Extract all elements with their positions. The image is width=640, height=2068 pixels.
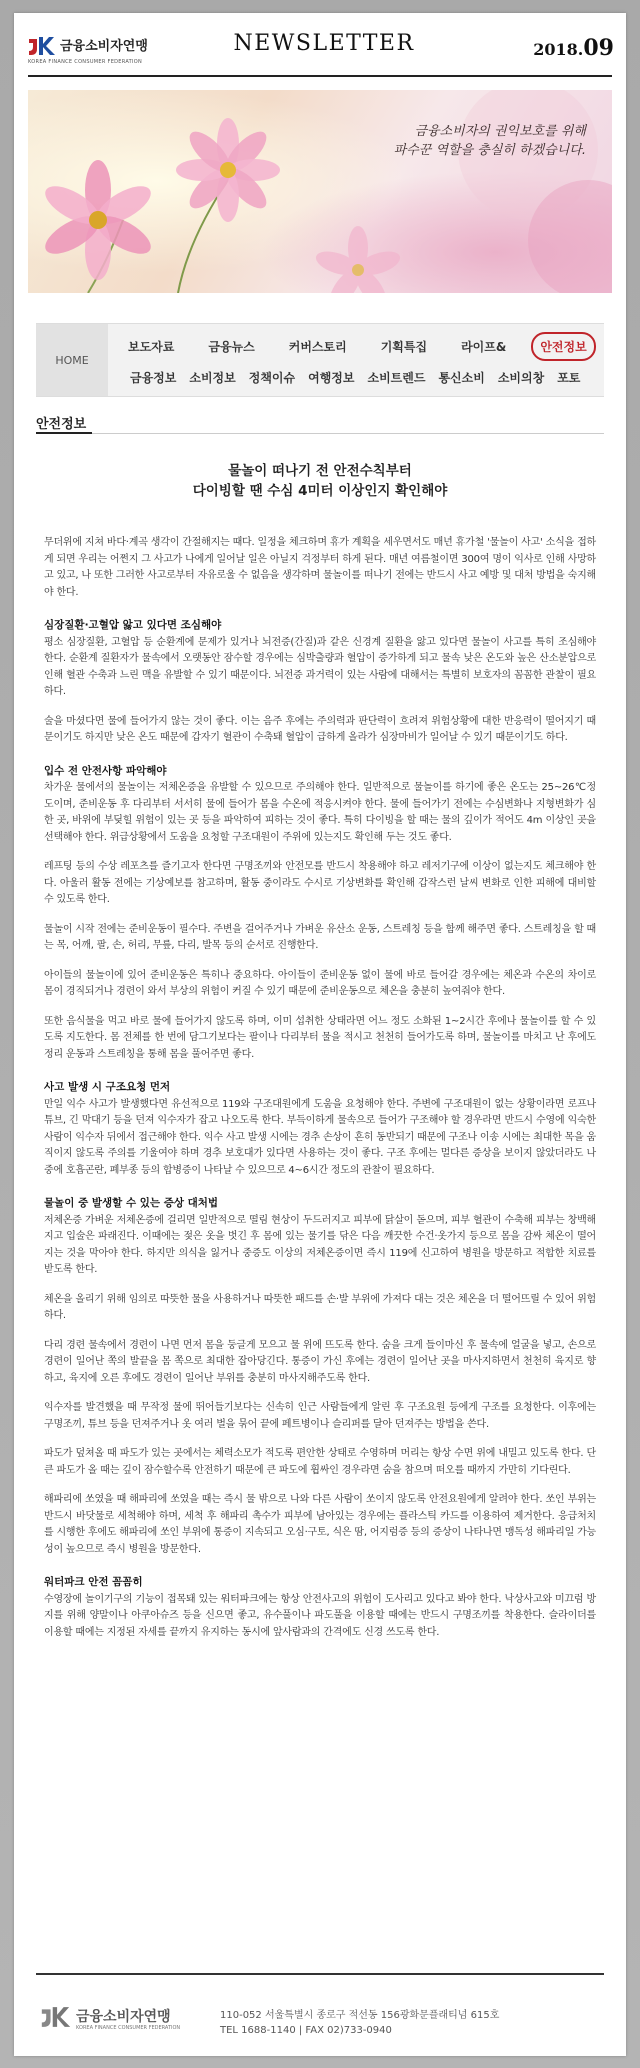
nav-home-button[interactable]: HOME bbox=[36, 324, 108, 396]
nav-item-safety-info[interactable]: 안전정보 bbox=[540, 340, 587, 354]
hero-slogan-line2: 파수꾼 역할을 충실히 하겠습니다. bbox=[393, 143, 586, 158]
footer-divider bbox=[36, 1973, 604, 1975]
nav-item-telecom-consumer[interactable]: 통신소비 bbox=[438, 371, 485, 385]
article-paragraph: 평소 심장질환, 고혈압 등 순환계에 문제가 있거나 뇌전증(간질)과 같은 신경계 질환을 앓고 있다면 물놀이 사고를 특히 조심해야 한다. 순환계 질환자가 물속에서 오랫동안 잠수할 경우에는 심박출량과 혈압이 증가하게 되고 물속 낮은 온도와 높은 산소분압으로 인해 혈관 수축과 느린 맥을 유발할 수 있기 때문이다. 뇌전증 과거력이 있는 사람에 대해서는 특별히 보호자의 꼼꼼한 관찰이 필요하다. bbox=[44, 636, 596, 697]
article-paragraph: 무더위에 지쳐 바다·계곡 생각이 간절해지는 때다. 일정을 체크하며 휴가 계획을 세우면서도 매년 휴가철 '물놀이 사고' 소식을 접하게 되면 우리는 어쩐지 그 사고가 나에게 일어날 일은 아닐지 걱정부터 하게 된다. 매년 여름철이면 300여 명이 익사로 인해 사망하고 있고, 나 또한 그러한 사고로부터 자유로울 수 없음을 생각하며 물놀이를 떠나기 전에는 반드시 사고 예방 및 대처 방법을 숙지해야 한다. bbox=[44, 537, 596, 598]
article-paragraph: 물놀이 시작 전에는 준비운동이 필수다. 주변을 걸어주거나 가벼운 유산소 운동, 스트레칭 등을 함께 해주면 좋다. 스트레칭을 할 때는 목, 어깨, 팔, 손, 허리, 무릎, 다리, 발목 등의 순서로 진행한다. bbox=[44, 923, 596, 951]
nav-item-consumer-trend[interactable]: 소비트렌드 bbox=[367, 371, 426, 385]
nav-item-cover-story[interactable]: 커버스토리 bbox=[288, 340, 347, 354]
issue-date bbox=[533, 35, 614, 61]
article-subheading: 심장질환·고혈압 앓고 있다면 조심해야 bbox=[44, 619, 222, 631]
article-paragraph: 해파리에 쏘였을 때 해파리에 쏘였을 때는 즉시 물 밖으로 나와 다른 사람이 쏘이지 않도록 안전요원에게 알려야 한다. 쏘인 부위는 반드시 바닷물로 세척해야 하며, 세척 후 해파리 촉수가 피부에 남아있는 경우에는 플라스틱 카드를 이용하여 제거한다. 응급처치를 시행한 후에도 해파리에 쏘인 부위에 통증이 지속되고 오심·구토, 식은 땀, 어지럼증 등의 증상이 나타나면 맹독성 해파리일 가능성이 높으므로 즉시 병원을 방문한다. bbox=[44, 1494, 596, 1555]
nav-item-press-release[interactable]: 보도자료 bbox=[128, 340, 175, 354]
article-paragraph: 익수자를 발견했을 때 무작정 물에 뛰어들기보다는 신속히 인근 사람들에게 알린 후 구조요원 등에게 구조를 요청한다. 이후에는 구명조끼, 튜브 등을 던져주거나 옷 여러 벌을 묶어 끝에 페트병이나 슬리퍼를 달아 던져주는 방법을 쓴다. bbox=[44, 1402, 596, 1430]
article-paragraph: 차가운 물에서의 물놀이는 저체온증을 유발할 수 있으므로 주의해야 한다. 일반적으로 물놀이를 하기에 좋은 온도는 25~26℃정도이며, 준비운동 후 다리부터 서서히 물에 들어가 몸을 수온에 적응시켜야 한다. 물에 들어가기 전에는 수심변화나 지형변화가 심한 곳, 바위에 부딪힐 위험이 있는 곳 등을 파악하여 피하는 것이 좋다. 특히 다이빙을 할 때는 물의 깊이가 적어도 4m 이상인 곳을 선택해야 한다. 위급상황에서 도움을 요청할 구조대원이 주위에 있는지도 확인해 두는 것도 좋다. bbox=[44, 782, 596, 843]
nav-item-travel-info[interactable]: 여행정보 bbox=[308, 371, 355, 385]
hero-banner bbox=[28, 90, 612, 293]
nav-item-consumer-window[interactable]: 소비의창 bbox=[497, 371, 545, 385]
cosmos-flower-illustration bbox=[28, 90, 612, 293]
footer-phone-fax: TEL 1688-1140 | FAX 02)733-0940 bbox=[220, 2025, 392, 2036]
article-headline-line1: 물놀이 떠나기 전 안전수칙부터 bbox=[228, 463, 412, 479]
article-paragraph: 체온을 올리기 위해 임의로 따뜻한 물을 사용하거나 따뜻한 패드를 손·발 부위에 가져다 대는 것은 체온을 더 떨어뜨릴 수 있어 위험하다. bbox=[44, 1293, 596, 1321]
article-paragraph: 술을 마셨다면 물에 들어가지 않는 것이 좋다. 이는 음주 후에는 주의력과 판단력이 흐려져 위험상황에 대한 반응력이 떨어지기 때문이기도 하지만 낮은 온도 때문에 갑자기 혈관이 수축돼 혈압이 급하게 올라가 심장마비가 일어날 수 있기 때문이기도 하다. bbox=[44, 715, 596, 743]
article-headline-line2: 다이빙할 땐 수심 4미터 이상인지 확인해야 bbox=[192, 483, 448, 499]
article-subheading: 입수 전 안전사항 파악해야 bbox=[44, 764, 167, 777]
article-subheading: 물놀이 중 발생할 수 있는 증상 대처법 bbox=[44, 1197, 219, 1209]
nav-item-policy-issue[interactable]: 정책이슈 bbox=[248, 371, 296, 385]
article-paragraph: 아이들의 물놀이에 있어 준비운동은 특히나 중요하다. 아이들이 준비운동 없이 물에 바로 들어갈 경우에는 체온과 수온의 차이로 몸이 경직되거나 경련이 와서 부상의 위험이 커질 수 있기 때문에 준비운동으로 체온을 충분히 높여줘야 한다. bbox=[44, 969, 596, 997]
hero-slogan bbox=[394, 122, 586, 160]
org-subtitle: KOREA FINANCE CONSUMER FEDERATION bbox=[28, 59, 143, 65]
header-divider bbox=[28, 75, 612, 77]
article-paragraph: 만일 익수 사고가 발생했다면 유선적으로 119와 구조대원에게 도움을 요청해야 한다. 주변에 구조대원이 없는 상황이라면 로프나 튜브, 긴 막대기 등을 던져 익수자가 잡고 나오도록 한다. 부득이하게 물속으로 들어가 구조해야 할 경우라면 반드시 수영에 익숙한 사람이 익수자 뒤에서 접근해야 한다. 익수 사고 발생 시에는 경추 손상이 흔히 동반되기 때문에 구조나 이송 시에는 최대한 목을 움직이지 않도록 주의를 기울여야 하며 경추 보호대가 있다면 사용하는 것이 좋다. 구조 후에는 멀다른 증상을 보이지 않았더라도 나중에 호흡곤란, 폐부종 등의 합병증이 나타날 수 있으므로 4~6시간 정도의 관찰이 필요하다. bbox=[44, 1098, 596, 1176]
kfcf-logo-icon bbox=[28, 35, 56, 57]
issue-year: 2018. bbox=[533, 40, 584, 59]
article-paragraph: 레프팅 등의 수상 레포츠를 즐기고자 한다면 구명조끼와 안전모를 반드시 착용해야 하고 레저기구에 이상이 없는지도 체크해야 한다. 아울러 활동 전에는 기상예보를 참고하며, 활동 중이라도 수시로 기상변화를 확인해 갑작스런 날씨 변화로 인한 피해에 대비할 수 있도록 한다. bbox=[44, 861, 596, 905]
nav-item-consumer-info[interactable]: 소비정보 bbox=[189, 371, 236, 385]
org-name: 금융소비자연맹 bbox=[60, 39, 148, 54]
nav-item-finance-info[interactable]: 금융정보 bbox=[130, 371, 177, 385]
section-divider bbox=[36, 433, 604, 434]
category-nav bbox=[36, 323, 604, 397]
article-body bbox=[44, 535, 596, 1654]
article-headline bbox=[36, 461, 604, 501]
newsletter-title: NEWSLETTER bbox=[233, 31, 415, 56]
article-paragraph: 수영장에 놀이기구의 기능이 접목돼 있는 워터파크에는 항상 안전사고의 위험이 도사리고 있다고 봐야 한다. 낙상사고와 미끄럼 방지를 위해 양말이나 아쿠아슈즈 등을 신으면 좋고, 유수풀이나 파도풀을 이용할 때에는 반드시 구명조끼를 착용한다. 슬라이더를 이용할 때에는 지정된 자세를 끝까지 유지하는 동시에 앞사람과의 간격에도 신경 쓰도록 한다. bbox=[44, 1593, 596, 1638]
nav-item-life[interactable]: 라이프& bbox=[461, 340, 507, 354]
nav-row-secondary bbox=[130, 369, 593, 386]
nav-row-primary bbox=[128, 338, 621, 355]
hero-slogan-line1: 금융소비자의 권익보호를 위해 bbox=[414, 124, 586, 139]
org-logo[interactable] bbox=[28, 33, 178, 73]
footer-address: 110-052 서울특별시 종로구 적선동 156광화문플래티넘 615호 bbox=[220, 2010, 500, 2021]
footer-org-name: 금융소비자연맹 bbox=[76, 2009, 171, 2025]
article-paragraph: 또한 음식물을 먹고 바로 물에 들어가지 않도록 하며, 이미 섭취한 상태라면 어느 정도 소화된 1~2시간 후에나 물놀이를 할 수 있도록 지도한다. 몸 전체를 한 번에 담그기보다는 팔이나 다리부터 물을 적시고 천천히 들어가도록 하며, 물놀이를 마치고 난 후에도 정리 운동과 스트레칭을 통해 몸을 풀어주면 좋다. bbox=[44, 1015, 596, 1060]
article-paragraph: 다리 경련 물속에서 경련이 나면 먼저 몸을 둥글게 모으고 물 위에 뜨도록 한다. 숨을 크게 들이마신 후 물속에 얼굴을 넣고, 손으로 경련이 일어난 쪽의 발끝을 몸 쪽으로 최대한 잡아당긴다. 통증이 가신 후에는 경련이 일어난 곳을 마사지하면서 천천히 육지로 향하고, 육지에 오른 후에도 경련이 일어난 부위를 충분히 마사지해주도록 한다. bbox=[44, 1339, 596, 1384]
nav-item-photo[interactable]: 포토 bbox=[557, 371, 581, 385]
article-subheading: 워터파크 안전 꼼꼼히 bbox=[44, 1576, 143, 1588]
kfcf-footer-logo-icon bbox=[40, 2005, 72, 2029]
issue-month: 09 bbox=[583, 35, 614, 61]
footer-logo[interactable] bbox=[40, 2003, 220, 2039]
nav-item-finance-news[interactable]: 금융뉴스 bbox=[208, 340, 255, 354]
section-title: 안전정보 bbox=[36, 417, 87, 432]
newsletter-header bbox=[14, 13, 626, 83]
article-paragraph: 저체온증 가벼운 저체온증에 걸리면 일반적으로 떨림 현상이 두드러지고 피부에 닭살이 돋으며, 피부 혈관이 수축해 피부는 창백해지고 입술은 파래진다. 이때에는 젖은 옷을 벗긴 후 몸에 있는 물기를 닦은 다음 깨끗한 수건·옷가지 등으로 몸을 감싸 체온이 떨어지는 것을 막아야 한다. 하지만 의식을 잃거나 중증도 이상의 저체온증이면 즉시 119에 신고하여 병원을 방문하고 적합한 치료를 받도록 한다. bbox=[44, 1214, 596, 1275]
nav-item-special-feature[interactable]: 기획특집 bbox=[380, 340, 428, 354]
newsletter-sheet bbox=[14, 13, 626, 2056]
article-subheading: 사고 발생 시 구조요청 먼저 bbox=[44, 1081, 171, 1093]
footer-org-subtitle: KOREA FINANCE CONSUMER FEDERATION bbox=[76, 2025, 181, 2031]
article-paragraph: 파도가 덮쳐올 때 파도가 있는 곳에서는 체력소모가 적도록 편안한 상태로 수영하며 머리는 항상 수면 위에 내밀고 있도록 한다. 단 큰 파도가 올 때는 깊이 잠수할수록 안전하기 때문에 큰 파도에 휩싸인 경우라면 숨을 참으며 떠오를 때까지 가만히 기다린다. bbox=[44, 1448, 596, 1476]
footer-contact bbox=[220, 2008, 499, 2038]
